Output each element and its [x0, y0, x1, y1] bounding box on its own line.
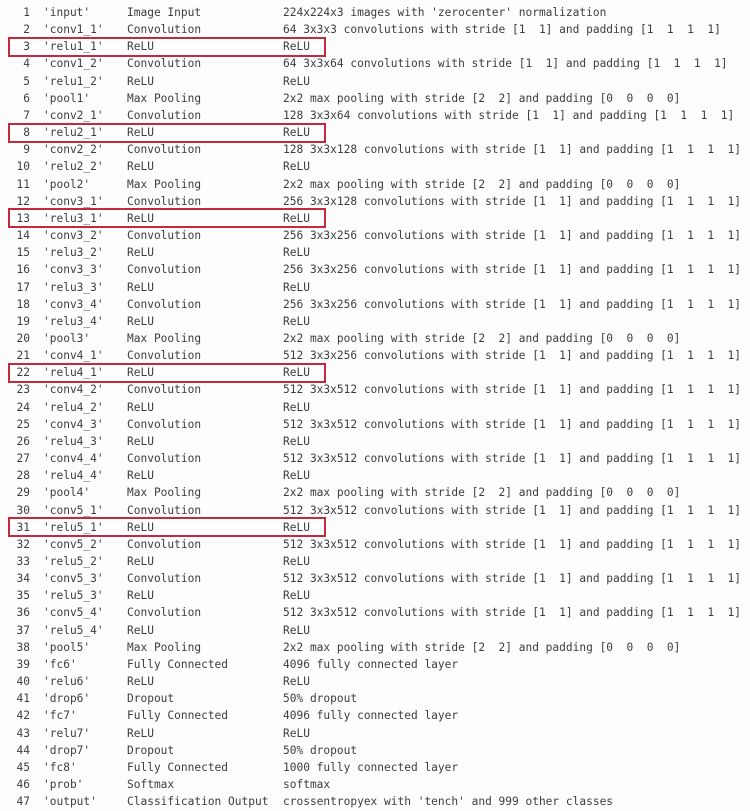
table-row: [0, 484, 750, 501]
layer-type: Convolution: [127, 143, 202, 157]
layer-description: 512 3x3x512 convolutions with stride [1 1] and padding [1 1 1 1]: [283, 383, 742, 397]
table-row: [0, 742, 750, 759]
layer-index: 13: [16, 211, 30, 225]
layer-type: Fully Connected: [127, 657, 229, 671]
layer-index: 29: [16, 486, 30, 500]
layer-name: 'conv5_3': [43, 572, 104, 586]
layer-index: 5: [23, 74, 30, 88]
layer-index: 15: [16, 246, 30, 260]
table-row: [0, 587, 750, 604]
layer-type: Convolution: [127, 229, 202, 243]
layer-index: 14: [16, 229, 30, 243]
table-row: [0, 107, 750, 124]
layer-type: Dropout: [127, 692, 175, 706]
layer-index: 33: [16, 555, 30, 568]
table-row: [0, 793, 750, 810]
layer-description: ReLU: [283, 623, 310, 637]
layer-name: 'relu5_1': [43, 520, 104, 534]
layer-name: 'relu1_1': [43, 40, 104, 54]
layer-name: 'relu4_2': [43, 400, 104, 414]
layer-type: Convolution: [127, 349, 202, 363]
layer-name: 'conv5_2': [43, 537, 104, 551]
layer-name: 'conv5_4': [43, 606, 104, 620]
table-row: [0, 399, 750, 416]
layer-description: ReLU: [283, 314, 310, 328]
layer-name: 'pool2': [43, 177, 91, 191]
layer-description: ReLU: [283, 434, 310, 448]
layer-type: Dropout: [127, 743, 175, 757]
layer-name: 'relu1_2': [43, 74, 104, 88]
layer-description: 2x2 max pooling with stride [2 2] and padding [0 0 0 0]: [283, 640, 681, 654]
layer-type: ReLU: [127, 366, 154, 380]
layer-name: 'conv3_1': [43, 194, 104, 208]
table-row: [0, 553, 750, 570]
layer-index: 28: [16, 469, 30, 483]
layer-type: ReLU: [127, 434, 154, 448]
layer-index: 43: [16, 726, 30, 740]
layer-name: 'relu5_2': [43, 555, 104, 568]
layer-description: 128 3x3x128 convolutions with stride [1 1] and padding [1 1 1 1]: [283, 143, 742, 157]
layer-type: ReLU: [127, 126, 154, 140]
table-row: [0, 364, 750, 381]
layer-description: 128 3x3x64 convolutions with stride [1 1] and padding [1 1 1 1]: [283, 108, 735, 122]
layer-description: 512 3x3x256 convolutions with stride [1 1] and padding [1 1 1 1]: [283, 349, 742, 363]
layer-name: 'conv3_2': [43, 229, 104, 243]
layer-name: 'pool3': [43, 331, 91, 345]
layer-description: 1000 fully connected layer: [283, 760, 459, 774]
table-row: [0, 673, 750, 690]
layer-name: 'relu3_2': [43, 246, 104, 260]
layer-type: Convolution: [127, 57, 202, 71]
table-row: [0, 656, 750, 673]
layer-type: Max Pooling: [127, 177, 202, 191]
layer-description: ReLU: [283, 40, 310, 54]
layer-name: 'fc7': [43, 709, 77, 723]
layer-type: Max Pooling: [127, 91, 202, 105]
layer-name: 'relu3_1': [43, 211, 104, 225]
layer-description: ReLU: [283, 126, 310, 140]
layer-type: ReLU: [127, 160, 154, 174]
layer-type: Convolution: [127, 194, 202, 208]
layer-description: 224x224x3 images with 'zerocenter' normalization: [283, 6, 607, 19]
layer-name: 'relu6': [43, 675, 91, 689]
layer-index: 27: [16, 452, 30, 466]
table-row: [0, 536, 750, 553]
layer-type: Max Pooling: [127, 486, 202, 500]
layer-type: ReLU: [127, 211, 154, 225]
layer-index: 37: [16, 623, 30, 637]
layer-index: 22: [16, 366, 30, 380]
layer-index: 7: [23, 108, 30, 122]
layer-description: 512 3x3x512 convolutions with stride [1 1] and padding [1 1 1 1]: [283, 606, 742, 620]
layer-type: Fully Connected: [127, 709, 229, 723]
layer-description: ReLU: [283, 400, 310, 414]
table-row: [0, 227, 750, 244]
layer-index: 32: [16, 537, 30, 551]
layer-index: 16: [16, 263, 30, 277]
layer-description: 2x2 max pooling with stride [2 2] and padding [0 0 0 0]: [283, 91, 681, 105]
table-row: [0, 725, 750, 742]
layer-description: 512 3x3x512 convolutions with stride [1 1] and padding [1 1 1 1]: [283, 452, 742, 466]
table-row: [0, 433, 750, 450]
layer-type: Fully Connected: [127, 760, 229, 774]
layer-description: 2x2 max pooling with stride [2 2] and padding [0 0 0 0]: [283, 177, 681, 191]
layer-index: 20: [16, 331, 30, 345]
layer-description: ReLU: [283, 675, 310, 689]
layer-name: 'relu2_2': [43, 160, 104, 174]
layer-index: 26: [16, 434, 30, 448]
layer-type: ReLU: [127, 469, 154, 483]
layer-type: ReLU: [127, 246, 154, 260]
layer-name: 'fc6': [43, 657, 77, 671]
layer-description: ReLU: [283, 246, 310, 260]
layer-name: 'pool5': [43, 640, 91, 654]
layer-type: ReLU: [127, 623, 154, 637]
layer-type: ReLU: [127, 74, 154, 88]
layer-description: ReLU: [283, 160, 310, 174]
table-row: [0, 261, 750, 278]
layer-index: 17: [16, 280, 30, 294]
layer-type: ReLU: [127, 555, 154, 568]
layer-index: 47: [16, 795, 30, 809]
layer-type: Convolution: [127, 23, 202, 37]
layer-description: 512 3x3x512 convolutions with stride [1 1] and padding [1 1 1 1]: [283, 417, 742, 431]
layer-type: Max Pooling: [127, 331, 202, 345]
layer-index: 23: [16, 383, 30, 397]
layer-index: 38: [16, 640, 30, 654]
table-row: [0, 707, 750, 724]
table-row: [0, 347, 750, 364]
layer-index: 35: [16, 589, 30, 603]
layer-description: ReLU: [283, 555, 310, 568]
table-row: [0, 193, 750, 210]
layer-description: ReLU: [283, 520, 310, 534]
table-row: [0, 176, 750, 193]
layer-description: 256 3x3x256 convolutions with stride [1 1] and padding [1 1 1 1]: [283, 263, 742, 277]
layer-type: ReLU: [127, 520, 154, 534]
layer-index: 41: [16, 692, 30, 706]
layer-index: 39: [16, 657, 30, 671]
layer-type: Max Pooling: [127, 640, 202, 654]
layer-name: 'pool1': [43, 91, 91, 105]
layer-type: Convolution: [127, 537, 202, 551]
layer-index: 18: [16, 297, 30, 311]
layer-type: ReLU: [127, 400, 154, 414]
layer-description: 2x2 max pooling with stride [2 2] and padding [0 0 0 0]: [283, 331, 681, 345]
table-row: [0, 90, 750, 107]
layer-name: 'conv4_2': [43, 383, 104, 397]
table-row: [0, 381, 750, 398]
layer-type: ReLU: [127, 589, 154, 603]
layer-description: ReLU: [283, 589, 310, 603]
layer-name: 'conv5_1': [43, 503, 104, 517]
layer-name: 'conv4_1': [43, 349, 104, 363]
layer-name: 'conv3_3': [43, 263, 104, 277]
layer-description: ReLU: [283, 726, 310, 740]
layer-index: 3: [23, 40, 30, 54]
layer-index: 44: [16, 743, 30, 757]
table-row: [0, 4, 750, 21]
layer-type: ReLU: [127, 314, 154, 328]
table-row: [0, 759, 750, 776]
layer-type: Convolution: [127, 297, 202, 311]
table-row: [0, 639, 750, 656]
layer-index: 42: [16, 709, 30, 723]
table-row: [0, 38, 750, 55]
layer-name: 'prob': [43, 778, 84, 792]
layer-type: Convolution: [127, 572, 202, 586]
layer-name: 'relu4_3': [43, 434, 104, 448]
layer-index: 45: [16, 760, 30, 774]
table-row: [0, 570, 750, 587]
layer-index: 9: [23, 143, 30, 157]
layer-name: 'fc8': [43, 760, 77, 774]
layer-name: 'relu7': [43, 726, 91, 740]
table-row: [0, 330, 750, 347]
layer-index: 40: [16, 675, 30, 689]
layer-index: 19: [16, 314, 30, 328]
layer-index: 12: [16, 194, 30, 208]
layer-index: 10: [16, 160, 30, 174]
layer-type: Convolution: [127, 263, 202, 277]
layer-index: 46: [16, 778, 30, 792]
layer-name: 'conv4_4': [43, 452, 104, 466]
table-row: [0, 416, 750, 433]
layer-description: 512 3x3x512 convolutions with stride [1 1] and padding [1 1 1 1]: [283, 537, 742, 551]
layer-index: 6: [23, 91, 30, 105]
layer-name: 'pool4': [43, 486, 91, 500]
table-row: [0, 450, 750, 467]
layer-type: ReLU: [127, 280, 154, 294]
layer-type: Convolution: [127, 417, 202, 431]
table-row: [0, 690, 750, 707]
table-row: [0, 467, 750, 484]
table-row: [0, 55, 750, 72]
layer-description: 512 3x3x512 convolutions with stride [1 1] and padding [1 1 1 1]: [283, 572, 742, 586]
layer-name: 'conv4_3': [43, 417, 104, 431]
layer-type: ReLU: [127, 675, 154, 689]
layer-type: Convolution: [127, 503, 202, 517]
layer-description: crossentropyex with 'tench' and 999 other classes: [283, 795, 614, 809]
layer-description: 4096 fully connected layer: [283, 709, 459, 723]
layer-index: 36: [16, 606, 30, 620]
table-row: [0, 313, 750, 330]
table-row: [0, 296, 750, 313]
layer-name: 'conv1_2': [43, 57, 104, 71]
layer-name: 'relu5_4': [43, 623, 104, 637]
layer-type: ReLU: [127, 726, 154, 740]
layer-type: Softmax: [127, 778, 175, 792]
layer-name: 'conv1_1': [43, 23, 104, 37]
layer-description: 512 3x3x512 convolutions with stride [1 1] and padding [1 1 1 1]: [283, 503, 742, 517]
table-row: [0, 604, 750, 621]
layer-index: 8: [23, 126, 30, 140]
layer-index: 30: [16, 503, 30, 517]
layer-name: 'conv2_2': [43, 143, 104, 157]
layer-index: 2: [23, 23, 30, 37]
layer-description: 256 3x3x256 convolutions with stride [1 1] and padding [1 1 1 1]: [283, 229, 742, 243]
layer-description: 256 3x3x128 convolutions with stride [1 1] and padding [1 1 1 1]: [283, 194, 742, 208]
layer-description: ReLU: [283, 74, 310, 88]
layer-name: 'relu5_3': [43, 589, 104, 603]
table-row: [0, 210, 750, 227]
layer-type: Convolution: [127, 383, 202, 397]
layer-index: 11: [16, 177, 30, 191]
table-row: [0, 141, 750, 158]
layer-index: 31: [16, 520, 30, 534]
layer-description: ReLU: [283, 211, 310, 225]
table-row: [0, 244, 750, 261]
table-row: [0, 502, 750, 519]
layer-description: 50% dropout: [283, 743, 358, 757]
layer-name: 'relu2_1': [43, 126, 104, 140]
layer-name: 'drop7': [43, 743, 91, 757]
layer-description: 4096 fully connected layer: [283, 657, 459, 671]
layer-description: 2x2 max pooling with stride [2 2] and padding [0 0 0 0]: [283, 486, 681, 500]
layer-type: Convolution: [127, 606, 202, 620]
table-row: [0, 124, 750, 141]
layer-index: 4: [23, 57, 30, 71]
layer-name: 'input': [43, 6, 91, 19]
layer-name: 'relu3_4': [43, 314, 104, 328]
layer-index: 25: [16, 417, 30, 431]
layer-name: 'drop6': [43, 692, 91, 706]
layer-description: 64 3x3x64 convolutions with stride [1 1] and padding [1 1 1 1]: [283, 57, 728, 71]
table-row: [0, 519, 750, 536]
layer-name: 'conv2_1': [43, 108, 104, 122]
layer-description: softmax: [283, 778, 331, 792]
layer-type: Convolution: [127, 452, 202, 466]
layer-description: 50% dropout: [283, 692, 358, 706]
layer-index: 24: [16, 400, 30, 414]
table-row: [0, 622, 750, 639]
layer-type: Classification Output: [127, 795, 269, 809]
layer-name: 'conv3_4': [43, 297, 104, 311]
layer-type: ReLU: [127, 40, 154, 54]
layer-type: Image Input: [127, 6, 202, 19]
layer-description: 64 3x3x3 convolutions with stride [1 1] and padding [1 1 1 1]: [283, 23, 721, 37]
table-row: [0, 21, 750, 38]
table-row: [0, 776, 750, 793]
layer-name: 'output': [43, 795, 97, 809]
layer-description: ReLU: [283, 366, 310, 380]
layer-name: 'relu3_3': [43, 280, 104, 294]
layer-index: 21: [16, 349, 30, 363]
layer-name: 'relu4_1': [43, 366, 104, 380]
table-row: [0, 279, 750, 296]
layer-description: 256 3x3x256 convolutions with stride [1 1] and padding [1 1 1 1]: [283, 297, 742, 311]
layer-description: ReLU: [283, 469, 310, 483]
layer-index: 1: [23, 6, 30, 19]
layer-index: 34: [16, 572, 30, 586]
layer-name: 'relu4_4': [43, 469, 104, 483]
layer-description: ReLU: [283, 280, 310, 294]
layer-type: Convolution: [127, 108, 202, 122]
table-row: [0, 158, 750, 175]
table-row: [0, 73, 750, 90]
